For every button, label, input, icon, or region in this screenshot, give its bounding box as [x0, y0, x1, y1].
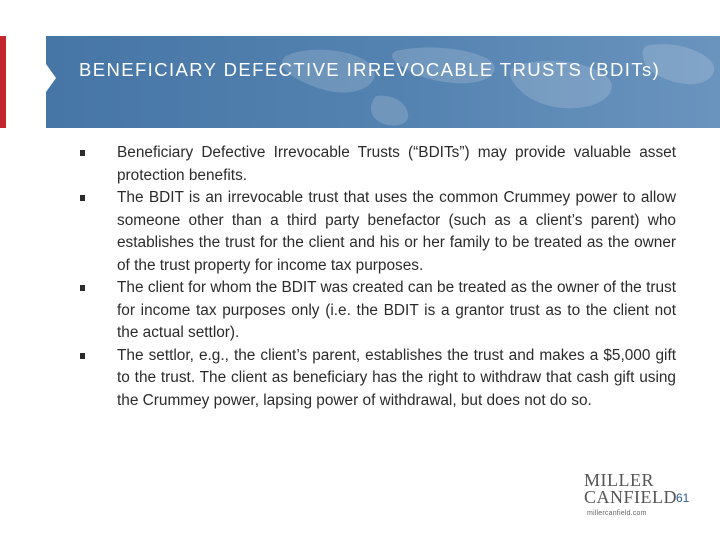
bullet-list [80, 142, 676, 412]
bullet-text: The settlor, e.g., the client’s parent, establishes the trust and makes a $5,000 gift to the trust. The client as beneficiary has the right to withdraw that cash gift using the Crummey power, lapsing power of withdrawal, but does not do so. [117, 346, 676, 409]
bullet-square-icon [80, 353, 85, 359]
world-map-background [46, 36, 720, 128]
bullet-square-icon [80, 285, 85, 291]
bullet-text: Beneficiary Defective Irrevocable Trusts (“BDITs”) may provide valuable asset protection benefits. [117, 144, 676, 184]
bullet-square-icon [80, 195, 85, 201]
logo-url: millercanfield.com [587, 510, 647, 517]
title-banner [46, 36, 720, 128]
logo-line-2: CANFIELD [584, 487, 677, 507]
logo-line-1: MILLER [584, 470, 654, 490]
banner-notch [46, 64, 56, 92]
list-item [80, 187, 676, 277]
list-item [80, 142, 676, 187]
company-logo [584, 470, 677, 522]
bullet-text: The client for whom the BDIT was created can be treated as the owner of the trust for income tax purposes only (i.e. the BDIT is a grantor trust as to the client not the actual settlor). [117, 279, 676, 341]
accent-bar [0, 36, 6, 128]
list-item [80, 345, 676, 413]
list-item [80, 277, 676, 345]
bullet-square-icon [80, 150, 85, 156]
bullet-text: The BDIT is an irrevocable trust that uses the common Crummey power to allow someone other than a third party benefactor (such as a client’s parent) who establishes the trust for the client and his or her family to be treated as the owner of the trust property for income tax purposes. [117, 189, 676, 274]
page-number: 61 [676, 491, 690, 505]
page-title: BENEFICIARY DEFECTIVE IRREVOCABLE TRUSTS (BDITs) [79, 59, 661, 80]
